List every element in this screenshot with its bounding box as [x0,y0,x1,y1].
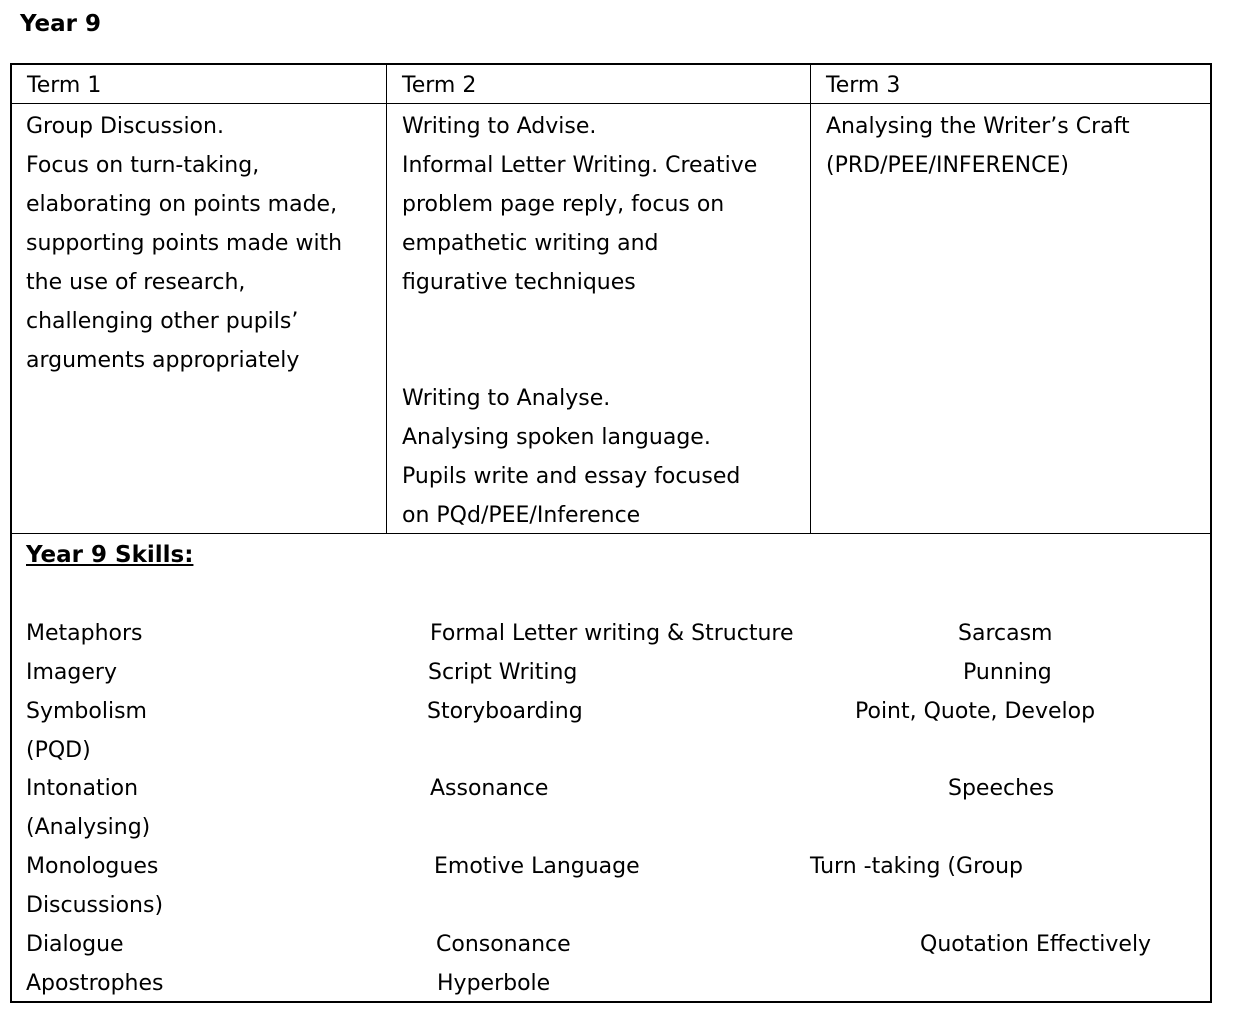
term-2-line: Analysing spoken language. [402,425,711,450]
skill-item: (PQD) [26,738,91,763]
term-2-line: figurative techniques [402,270,636,295]
term-3-line: (PRD/PEE/INFERENCE) [826,153,1069,178]
term-2-line: problem page reply, focus on [402,192,725,217]
column-divider-2 [810,65,811,533]
term-2-line: Writing to Analyse. [402,386,611,411]
skill-item: Imagery [26,660,117,685]
skill-item: Storyboarding [427,699,583,724]
header-term-3: Term 3 [826,73,901,98]
skill-item: Discussions) [26,893,164,918]
skill-item: Assonance [430,776,549,801]
term-2-line: empathetic writing and [402,231,659,256]
skills-title: Year 9 Skills: [26,542,194,568]
term-1-line: elaborating on points made, [26,192,338,217]
term-2-content-advise [402,107,757,302]
skill-item: Dialogue [26,932,124,957]
skill-item: Punning [963,660,1052,685]
header-term-2: Term 2 [402,73,477,98]
term-3-line: Analysing the Writer’s Craft [826,114,1130,139]
term-2-content-analyse [402,379,740,535]
skill-item: Consonance [436,932,571,957]
term-1-line: supporting points made with [26,231,343,256]
skill-item: Speeches [948,776,1055,801]
term-1-line: challenging other pupils’ [26,309,299,334]
page-title: Year 9 [20,11,102,37]
skill-item: Emotive Language [434,854,640,879]
term-1-line: Focus on turn-taking, [26,153,260,178]
skill-item: Intonation [26,776,139,801]
skill-item: (Analysing) [26,815,151,840]
skill-item: Turn -taking (Group [810,854,1023,879]
term-2-line: Pupils write and essay focused [402,464,741,489]
term-3-content [826,107,1130,185]
header-row-divider [12,103,1210,104]
term-2-line: on PQd/PEE/Inference [402,503,641,528]
term-1-content [26,107,342,380]
skill-item: Formal Letter writing & Structure [430,621,794,646]
column-divider-1 [386,65,387,533]
term-1-line: Group Discussion. [26,114,224,139]
skill-item: Symbolism [26,699,147,724]
skill-item: Monologues [26,854,159,879]
term-2-line: Writing to Advise. [402,114,597,139]
skill-item: Apostrophes [26,971,164,996]
term-1-line: the use of research, [26,270,246,295]
term-2-line: Informal Letter Writing. Creative [402,153,758,178]
skill-item: Hyperbole [437,971,551,996]
term-1-line: arguments appropriately [26,348,300,373]
skill-item: Sarcasm [958,621,1053,646]
skill-item: Metaphors [26,621,143,646]
header-term-1: Term 1 [27,73,102,98]
skill-item: Script Writing [428,660,578,685]
skill-item: Point, Quote, Develop [855,699,1096,724]
skill-item: Quotation Effectively [920,932,1152,957]
